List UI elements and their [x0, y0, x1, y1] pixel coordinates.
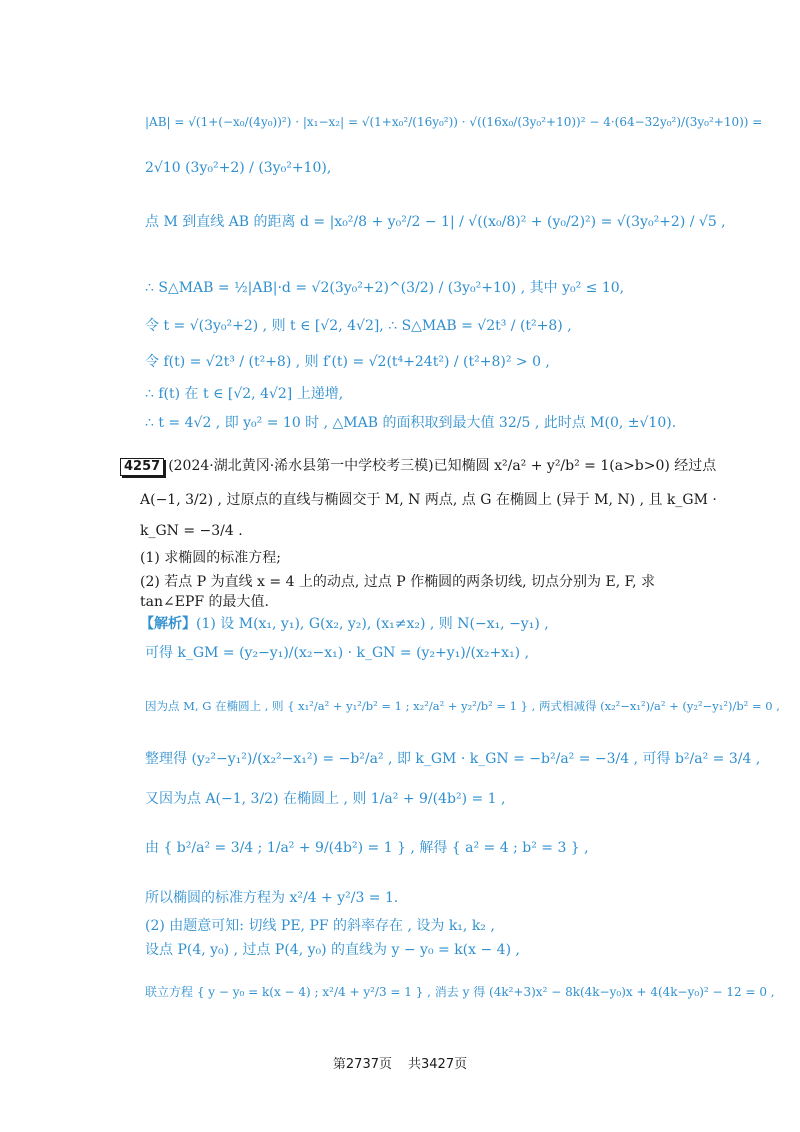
substitution-line: 令 t = √(3y₀²+2) , 则 t ∈ [√2, 4√2], ∴ S△MAB = √2t³ / (t²+8) ,: [145, 318, 572, 334]
problem-header: [120, 456, 716, 476]
area-formula: ∴ S△MAB = ½|AB|·d = √2(3y₀²+2)^(3/2) / (3y₀²+10) , 其中 y₀² ≤ 10,: [145, 280, 625, 296]
solution-step-10: 联立方程 { y − y₀ = k(x − 4) ; x²/4 + y²/3 = 1 } , 消去 y 得 (4k²+3)x² − 8k(4k−y₀)x + 4(4k−y₀)² − 12 = 0 ,: [145, 985, 775, 999]
total-pages: 共3427页: [408, 1057, 468, 1072]
distance-formula: 点 M 到直线 AB 的距离 d = |x₀²/8 + y₀²/2 − 1| / √((x₀/8)² + (y₀/2)²) = √(3y₀²+2) / √5 ,: [145, 214, 726, 230]
solution-step-2: 可得 k_GM = (y₂−y₁)/(x₂−x₁) · k_GN = (y₂+y₁)/(x₂+x₁) ,: [145, 645, 530, 661]
solution-step-5: 又因为点 A(−1, 3/2) 在椭圆上 , 则 1/a² + 9/(4b²) = 1 ,: [145, 791, 506, 807]
page-number: 第2737页: [332, 1057, 392, 1072]
solution-step-9: 设点 P(4, y₀) , 过点 P(4, y₀) 的直线为 y − y₀ = k(x − 4) ,: [145, 942, 520, 958]
solution-start: [140, 614, 549, 634]
solution-step-1: (1) 设 M(x₁, y₁), G(x₂, y₂), (x₁≠x₂) , 则 N(−x₁, −y₁) ,: [196, 616, 549, 632]
problem-number: 4257: [120, 458, 164, 476]
ab-length-result: 2√10 (3y₀²+2) / (3y₀²+10),: [145, 160, 332, 176]
question-2-part-b: tan∠EPF 的最大值.: [140, 594, 269, 610]
ab-length-formula: |AB| = √(1+(−x₀/(4y₀))²) · |x₁−x₂| = √(1+x₀²/(16y₀²)) · √((16x₀/(3y₀²+10))² − 4·(64−32y₀²)/(3y₀²+10)) =: [145, 115, 763, 129]
solution-step-7: 所以椭圆的标准方程为 x²/4 + y²/3 = 1.: [145, 890, 399, 906]
solution-label: 【解析】: [140, 616, 196, 632]
derivative-line: 令 f(t) = √2t³ / (t²+8) , 则 f′(t) = √2(t⁴+24t²) / (t²+8)² > 0 ,: [145, 354, 550, 370]
problem-line-2: A(−1, 3/2) , 过原点的直线与椭圆交于 M, N 两点, 点 G 在椭圆上 (异于 M, N) , 且 k_GM ·: [140, 492, 717, 508]
solution-step-3: 因为点 M, G 在椭圆上 , 则 { x₁²/a² + y₁²/b² = 1 ; x₂²/a² + y₂²/b² = 1 } , 两式相减得 (x₂²−x₁²)/a² + (y₂²−y₁²)/b² = 0 ,: [145, 699, 780, 713]
problem-line-1: (2024·湖北黄冈·浠水县第一中学校考三模)已知椭圆 x²/a² + y²/b² = 1(a>b>0) 经过点: [168, 458, 717, 474]
solution-step-6: 由 { b²/a² = 3/4 ; 1/a² + 9/(4b²) = 1 } , 解得 { a² = 4 ; b² = 3 } ,: [145, 840, 589, 856]
maximum-line: ∴ t = 4√2 , 即 y₀² = 10 时 , △MAB 的面积取到最大值 32/5 , 此时点 M(0, ±√10).: [145, 415, 677, 431]
solution-step-4: 整理得 (y₂²−y₁²)/(x₂²−x₁²) = −b²/a² , 即 k_GM · k_GN = −b²/a² = −3/4 , 可得 b²/a² = 3/4 ,: [145, 751, 761, 767]
problem-line-3: k_GN = −3/4 .: [140, 523, 243, 539]
increasing-line: ∴ f(t) 在 t ∈ [√2, 4√2] 上递增,: [145, 386, 344, 402]
page-footer: [0, 1053, 800, 1072]
question-2-part-a: (2) 若点 P 为直线 x = 4 上的动点, 过点 P 作椭圆的两条切线, 切点分别为 E, F, 求: [140, 574, 656, 590]
solution-step-8: (2) 由题意可知: 切线 PE, PF 的斜率存在 , 设为 k₁, k₂ ,: [145, 918, 495, 934]
question-1: (1) 求椭圆的标准方程;: [140, 550, 281, 566]
